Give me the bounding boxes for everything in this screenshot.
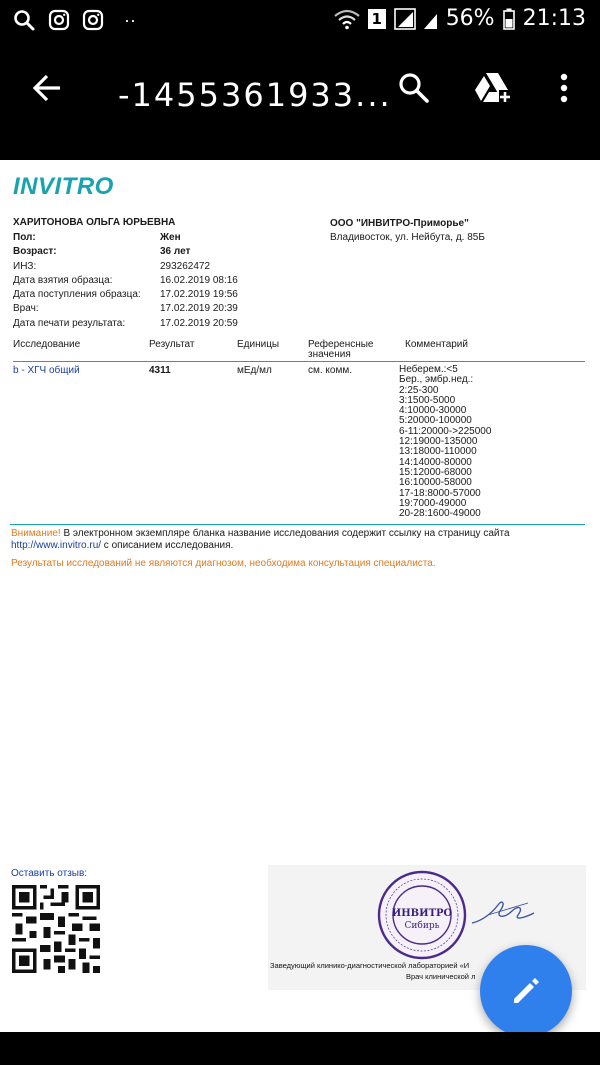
field-value: Жен xyxy=(160,232,181,243)
battery-icon xyxy=(503,8,515,30)
signature-line-1-text: Заведующий клинико-диагностической лабораторией «И xyxy=(270,961,470,970)
invitro-site-link[interactable]: http://www.invitro.ru/ xyxy=(11,540,102,551)
arrow-left-icon xyxy=(28,68,68,108)
result-units: мЕд/мл xyxy=(237,365,272,376)
svg-text:Сибирь: Сибирь xyxy=(404,921,440,931)
signature xyxy=(468,893,538,933)
comment-line: 17-18:8000-57000 xyxy=(399,487,481,499)
comment-line: 15:12000-68000 xyxy=(399,466,472,478)
header-reference: Референсные xyxy=(308,339,374,350)
comment-line: 13:18000-110000 xyxy=(399,446,477,458)
patient-name: ХАРИТОНОВА ОЛЬГА ЮРЬЕВНА xyxy=(13,217,176,228)
field-label: Дата взятия образца: xyxy=(13,274,113,286)
sim-badge: 1 xyxy=(368,9,386,29)
org-name: ООО "ИНВИТРО-Приморье" xyxy=(330,218,469,229)
field-label: Пол: xyxy=(13,232,36,243)
field-label: ИНЗ: xyxy=(13,260,37,272)
bottom-bar xyxy=(0,1032,600,1065)
search-button[interactable] xyxy=(394,68,434,108)
notice-text: В электронном экземпляре бланка название исследования содержит ссылку на страницу сайта xyxy=(60,528,510,539)
signal-icon xyxy=(394,8,416,30)
comment-line: 16:10000-58000 xyxy=(399,477,472,489)
more-vert-icon xyxy=(544,68,584,108)
instagram-icon xyxy=(82,9,104,31)
field-value: 17.02.2019 20:59 xyxy=(160,317,238,329)
search-icon xyxy=(12,8,36,32)
header-comment: Комментарий xyxy=(405,339,468,350)
more-options-button[interactable] xyxy=(544,68,584,108)
edit-fab[interactable] xyxy=(480,945,572,1037)
field-value: 36 лет xyxy=(160,246,191,258)
file-title: -1455361933... xyxy=(118,76,392,114)
battery-percent: 56% xyxy=(445,6,495,31)
study-link[interactable]: b - ХГЧ общий xyxy=(13,365,80,376)
comment-line: Неберем.:<5 xyxy=(399,364,458,375)
results-table-header xyxy=(13,340,585,362)
field-value: 17.02.2019 19:56 xyxy=(160,289,238,301)
notice-warning: Внимание! xyxy=(11,528,61,539)
drive-add-icon xyxy=(472,68,512,108)
qr-code[interactable] xyxy=(12,885,100,973)
lab-stamp xyxy=(376,869,468,961)
comment-line: 20-28:1600-49000 xyxy=(399,508,481,520)
more-notifications-dots: ·· xyxy=(124,9,136,30)
comment-line: 3:1500-5000 xyxy=(399,394,456,406)
field-value: 16.02.2019 08:16 xyxy=(160,274,238,286)
header-reference-2: значения xyxy=(308,349,351,360)
header-study: Исследование xyxy=(13,339,81,350)
wifi-icon xyxy=(334,8,360,30)
comment-line: 5:20000-100000 xyxy=(399,415,472,427)
add-to-drive-button[interactable] xyxy=(472,68,512,108)
comment-line: 4:10000-30000 xyxy=(399,405,467,417)
field-label: Дата поступления образца: xyxy=(13,289,141,301)
edit-pencil-icon xyxy=(510,975,542,1007)
comment-line: Бер., эмбр.нед.: xyxy=(399,374,474,386)
field-label: Возраст: xyxy=(13,246,57,258)
field-label: Дата печати результата: xyxy=(13,317,126,329)
instagram-icon xyxy=(48,9,70,31)
back-button[interactable] xyxy=(28,68,68,108)
invitro-logo: INVITRO xyxy=(13,173,114,200)
notice-text-after: с описанием исследования. xyxy=(101,540,234,551)
comment-line: 14:14000-80000 xyxy=(399,456,472,468)
clock: 21:13 xyxy=(522,6,586,31)
comment-line: 6-11:20000->225000 xyxy=(399,425,492,437)
document-page xyxy=(0,160,600,1032)
divider xyxy=(10,524,585,525)
header-result: Результат xyxy=(149,339,195,350)
svg-text:ИНВИТРО: ИНВИТРО xyxy=(391,908,453,919)
comment-list xyxy=(399,365,491,519)
disclaimer: Результаты исследований не являются диагнозом, необходима консультация специалиста. xyxy=(11,558,436,569)
status-bar xyxy=(0,0,600,40)
field-label: Врач: xyxy=(13,303,39,315)
notice xyxy=(11,528,586,552)
field-value: 293262472 xyxy=(160,260,211,272)
app-bar xyxy=(0,40,600,160)
comment-line: 12:19000-135000 xyxy=(399,436,478,448)
reference-value: см. комм. xyxy=(308,365,353,376)
signal-bars-icon xyxy=(424,8,438,30)
org-address: Владивосток, ул. Нейбута, д. 85Б xyxy=(330,232,485,243)
field-value: 17.02.2019 20:39 xyxy=(160,303,238,315)
patient-info xyxy=(13,217,313,331)
header-units: Единицы xyxy=(237,339,280,350)
search-icon xyxy=(394,68,434,108)
review-label: Оставить отзыв: xyxy=(11,868,88,879)
signature-line-2-text: Врач клинической л xyxy=(406,972,476,981)
comment-line: 19:7000-49000 xyxy=(399,497,467,509)
result-value: 4311 xyxy=(149,365,171,376)
lab-organization xyxy=(330,217,485,245)
comment-line: 2:25-300 xyxy=(399,384,439,396)
